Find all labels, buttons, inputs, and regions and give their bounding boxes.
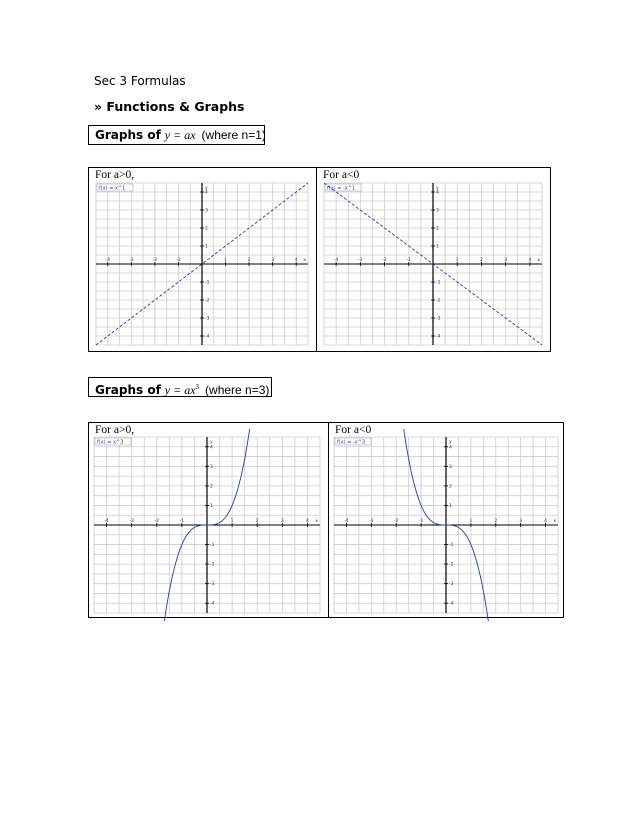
cubic-heading-label: Graphs of (95, 383, 161, 397)
x-tick-label: -4 (333, 258, 339, 263)
course-title: Sec 3 Formulas (94, 74, 186, 88)
y-tick-label: -1 (205, 280, 210, 286)
y-tick-label: 4 (449, 445, 452, 451)
section-title: » Functions & Graphs (94, 99, 245, 114)
x-tick-label: -2 (154, 519, 160, 524)
function-label-text: f(x) = x^3 (97, 439, 124, 446)
y-tick-label: -2 (449, 562, 454, 568)
linear-left-caption: For a>0, (95, 169, 135, 181)
function-label-text: f(x) = -x^3 (337, 439, 366, 446)
x-tick-label: -1 (418, 519, 424, 524)
x-tick-label: 2 (247, 258, 251, 263)
y-tick-label: -2 (205, 298, 210, 304)
x-tick-label: -2 (152, 258, 158, 263)
y-tick-label: -1 (210, 543, 215, 549)
x-tick-label: 4 (528, 258, 532, 263)
cubic-right-caption: For a<0 (335, 424, 372, 436)
y-tick-label: 3 (205, 208, 208, 214)
y-tick-label: -4 (205, 334, 210, 340)
x-tick-label: -4 (344, 519, 349, 524)
y-tick-label: 2 (436, 226, 439, 232)
linear-right-caption: For a<0 (323, 169, 360, 181)
x-tick-label: 1 (230, 519, 234, 524)
x-tick-label: -1 (176, 258, 181, 263)
function-label (97, 184, 133, 192)
y-tick-label: -3 (205, 316, 210, 322)
x-tick-label: 3 (504, 258, 508, 263)
y-tick-label: 4 (436, 190, 439, 196)
function-label-text: f(x) = -x^1 (327, 185, 356, 192)
y-tick-label: -4 (436, 334, 441, 340)
y-tick-label: -4 (210, 601, 215, 607)
table-divider (316, 168, 317, 351)
cubic-heading (88, 377, 272, 397)
x-tick-label: 1 (455, 258, 459, 263)
y-axis-label: y (449, 440, 452, 445)
table-divider (328, 423, 329, 617)
linear-heading-note: (where n=1) (201, 128, 266, 142)
x-tick-label: -3 (358, 258, 363, 263)
cubic-heading-exponent: 3 (195, 383, 200, 391)
cubic-left-caption: For a>0, (95, 424, 135, 436)
y-axis-label: y (436, 186, 439, 191)
linear-heading-label: Graphs of (95, 128, 161, 142)
x-tick-label: -1 (179, 519, 185, 524)
y-tick-label: 3 (210, 464, 213, 470)
x-tick-label: 4 (306, 519, 309, 524)
x-tick-label: 2 (255, 519, 259, 524)
x-tick-label: -3 (129, 519, 134, 524)
y-tick-label: -1 (449, 543, 454, 549)
y-tick-label: 1 (449, 503, 452, 509)
x-tick-label: 1 (469, 519, 473, 524)
x-axis-label: x (537, 258, 540, 263)
x-tick-label: -2 (393, 519, 399, 524)
y-tick-label: -3 (210, 582, 215, 588)
y-axis-label: y (210, 440, 213, 445)
y-tick-label: 1 (210, 503, 213, 509)
x-axis-label: x (315, 519, 318, 524)
y-axis-label: y (205, 186, 208, 191)
y-tick-label: 2 (210, 484, 213, 490)
cubic-positive-graph (94, 437, 320, 613)
y-tick-label: -2 (436, 298, 441, 304)
cubic-heading-note: (where n=3) (205, 383, 270, 397)
y-tick-label: -1 (436, 280, 441, 286)
y-tick-label: -2 (210, 562, 215, 568)
function-label (95, 438, 131, 446)
linear-positive-graph (96, 183, 308, 345)
cubic-heading-math-base: y = ax (164, 383, 196, 397)
x-axis-label: x (553, 519, 556, 524)
x-tick-label: 2 (494, 519, 498, 524)
x-tick-label: -4 (104, 519, 109, 524)
x-tick-label: 3 (519, 519, 523, 524)
x-tick-label: 2 (480, 258, 483, 263)
y-tick-label: 2 (449, 484, 452, 490)
y-tick-label: -4 (449, 601, 454, 607)
function-label (335, 438, 371, 446)
y-tick-label: -3 (449, 582, 454, 588)
cubic-negative-graph (334, 437, 558, 613)
y-tick-label: 3 (436, 208, 439, 214)
cubic-heading-math (165, 383, 199, 397)
y-tick-label: 1 (205, 244, 208, 250)
y-tick-label: 1 (436, 244, 439, 250)
x-axis-label: x (303, 258, 306, 263)
linear-negative-graph (324, 183, 542, 345)
y-tick-label: -3 (436, 316, 441, 322)
x-tick-label: -3 (369, 519, 374, 524)
linear-heading (88, 125, 265, 145)
y-tick-label: 4 (210, 445, 213, 451)
function-label-text: f(x) = x^1 (99, 185, 126, 192)
x-tick-label: -1 (406, 258, 412, 263)
x-tick-label: -2 (382, 258, 387, 263)
x-tick-label: 4 (294, 258, 298, 263)
x-tick-label: -4 (105, 258, 111, 263)
x-tick-label: 4 (544, 519, 547, 524)
y-tick-label: 4 (205, 190, 208, 196)
x-tick-label: -3 (129, 258, 134, 263)
linear-heading-math: y = ax (164, 128, 196, 142)
y-tick-label: 3 (449, 464, 452, 470)
x-tick-label: 3 (271, 258, 275, 263)
x-tick-label: 3 (280, 519, 284, 524)
x-tick-label: 1 (224, 258, 227, 263)
y-tick-label: 2 (205, 226, 208, 232)
